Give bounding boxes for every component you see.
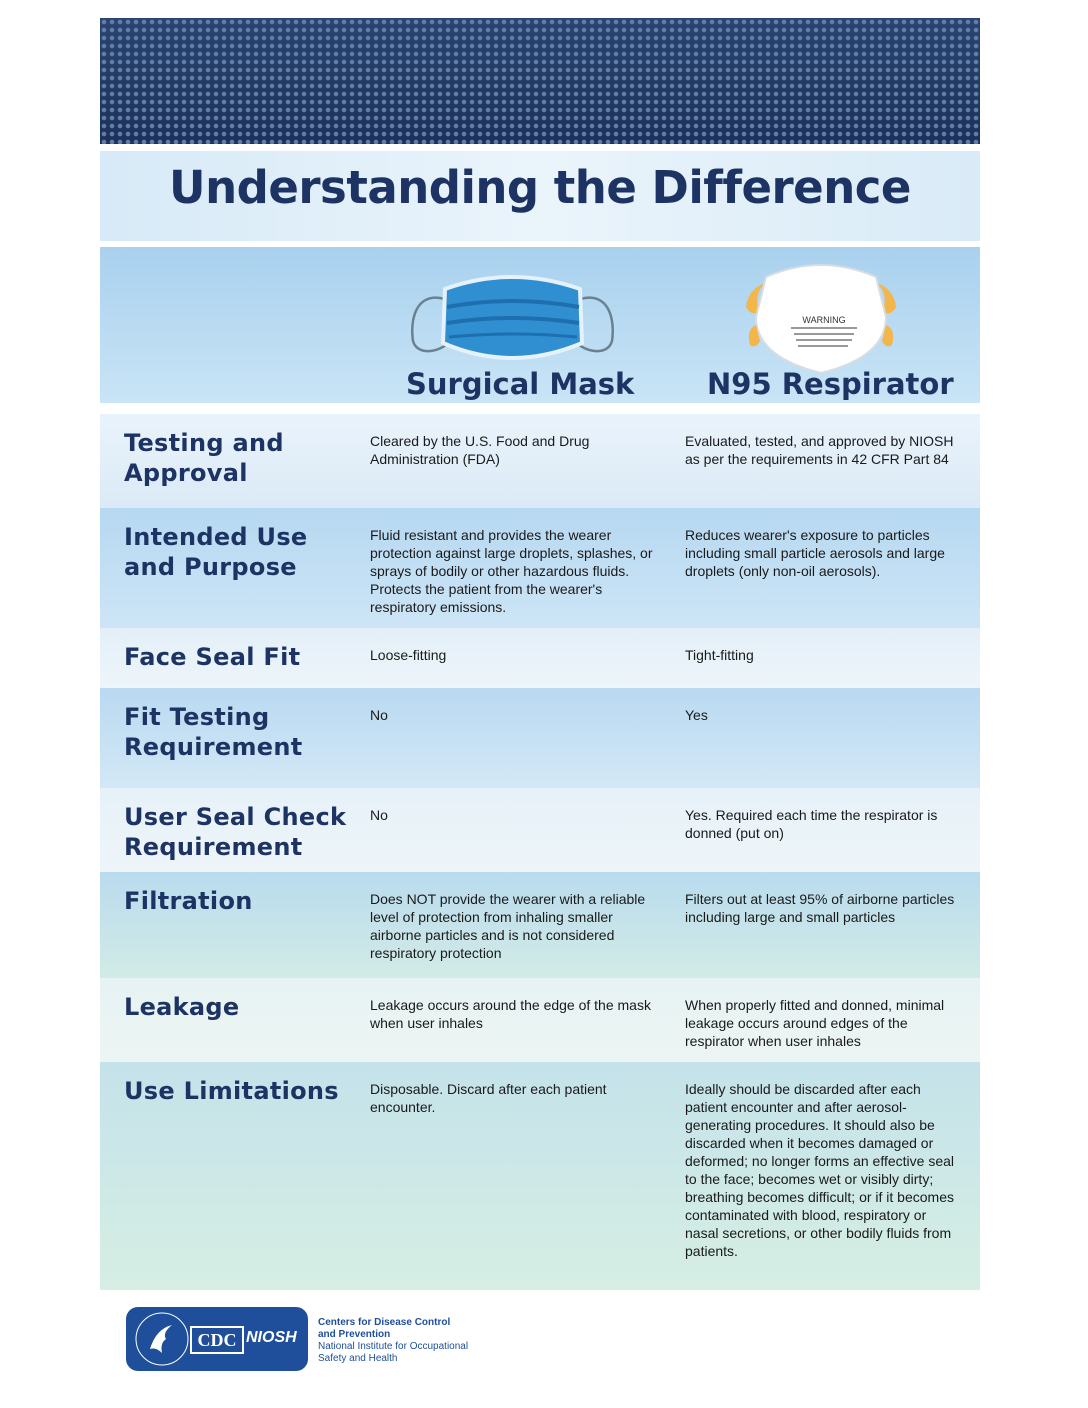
surgical-cell: Leakage occurs around the edge of the mask when user inhales [370,997,651,1031]
n95-respirator-icon [736,257,906,382]
hhs-eagle-icon [132,1309,192,1369]
surgical-cell: No [370,707,388,723]
footer-line: Safety and Health [318,1353,398,1364]
surgical-cell: Loose-fitting [370,647,447,663]
table-row [100,414,980,508]
n95-respirator-heading: N95 Respirator [707,367,954,401]
n95-cell: Yes. Required each time the respirator is donned (put on) [685,807,938,841]
column-header-band [100,247,980,403]
table-row [100,1062,980,1290]
niosh-logo-text: NIOSH [246,1329,297,1346]
table-row [100,628,980,688]
row-label: Face Seal Fit [124,643,301,671]
n95-cell: Ideally should be discarded after each patient encounter and after aerosol-generating procedures. It should also be discarded when it becomes damaged or deformed; no longer forms an effective seal to the face; becomes wet or visibly dirty; breathing becomes difficult; or if it becomes contaminated with blood, respiratory or nasal secretions, or other bodily fluids from patients. [685,1081,955,1259]
row-label: Filtration [124,887,253,915]
surgical-mask-heading: Surgical Mask [406,367,635,401]
surgical-cell: Does NOT provide the wearer with a reliable level of protection from inhaling smaller airborne particles and is not considered respiratory protection [370,891,646,961]
surgical-cell: No [370,807,388,823]
footer-line: Centers for Disease Control [318,1317,451,1328]
n95-cell: Evaluated, tested, and approved by NIOSH as per the requirements in 42 CFR Part 84 [685,433,954,467]
table-row [100,978,980,1062]
row-label: Leakage [124,993,240,1021]
surgical-mask-icon [405,261,620,371]
title-band [100,151,980,241]
n95-cell: Yes [685,707,708,723]
row-label: User Seal Check Requirement [124,803,347,861]
hhs-cdc-niosh-logo [126,1307,308,1371]
page-title: Understanding the Difference [169,161,911,214]
surgical-cell: Fluid resistant and provides the wearer protection against large droplets, splashes, or sprays of bodily or other hazardous fluids. Protects the patient from the wearer's respiratory emissions. [370,527,653,615]
row-label: Intended Use and Purpose [124,523,308,581]
table-row [100,872,980,978]
n95-cell: Filters out at least 95% of airborne particles including large and small particles [685,891,955,925]
warning-label: WARNING [802,315,846,325]
row-label: Testing and Approval [124,429,284,487]
table-row [100,788,980,872]
surgical-cell: Cleared by the U.S. Food and Drug Administration (FDA) [370,433,590,467]
table-row [100,508,980,628]
table-row [100,688,980,788]
surgical-cell: Disposable. Discard after each patient encounter. [370,1081,607,1115]
footer-line: and Prevention [318,1329,391,1340]
footer-agency-text [318,1317,468,1365]
row-label: Use Limitations [124,1077,339,1105]
dotted-banner [100,18,980,144]
n95-cell: When properly fitted and donned, minimal leakage occurs around edges of the respirator when user inhales [685,997,945,1049]
cdc-logo-text: CDC [190,1326,244,1354]
row-label: Fit Testing Requirement [124,703,303,761]
footer-line: National Institute for Occupational [318,1341,469,1352]
n95-cell: Tight-fitting [685,647,754,663]
n95-cell: Reduces wearer's exposure to particles including small particle aerosols and large droplets (only non-oil aerosols). [685,527,945,579]
